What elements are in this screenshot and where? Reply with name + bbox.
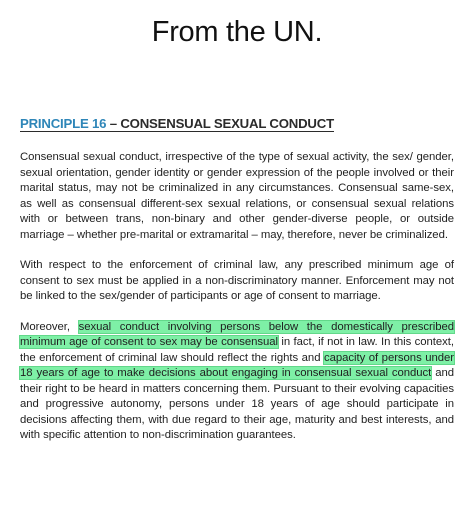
- principle-title: CONSENSUAL SEXUAL CONDUCT: [120, 116, 334, 131]
- principle-number: PRINCIPLE 16: [20, 116, 107, 131]
- paragraph-3: [20, 320, 454, 444]
- paragraph-3-text-a: Moreover,: [20, 320, 79, 333]
- document-excerpt: [20, 115, 454, 459]
- paragraph-1: Consensual sexual conduct, irrespective of the type of sexual activity, the sex/ gender, sexual orientation, gender identity or gender expression of the people involved or their marital status, may not be criminalized in any circumstances. Consensual same-sex, as well as consensual different-sex sexual relations, or consensual sexual relations with or between trans, non-binary and other gender-diverse people, or outside marriage – whether pre-marital or extramarital – may, therefore, never be criminalized.: [20, 151, 454, 241]
- highlighted-passage-2: capacity of persons under 18 years of age to make decisions about engaging in consensual sexual conduct: [20, 351, 454, 379]
- highlighted-passage-1: sexual conduct involving persons below the domestically prescribed minimum age of consent to sex may be consensual: [20, 320, 454, 348]
- principle-heading: [20, 116, 334, 132]
- post-caption: From the UN.: [151, 16, 323, 48]
- paragraph-3-text-c: and their right to be heard in matters concerning them. Pursuant to their evolving capacities and progressive autonomy, persons under 18 years of age should participate in decisions affecting them, with due regard to their age, maturity and best interests, and with specific attention to non-discrimination guarantees.: [20, 367, 454, 441]
- heading-dash: –: [106, 116, 121, 131]
- paragraph-3-text-b: in fact, if not in law. In this context, the enforcement of criminal law should reflect the rights and: [20, 336, 454, 364]
- paragraph-2: With respect to the enforcement of criminal law, any prescribed minimum age of consent to sex must be applied in a non-discriminatory manner. Enforcement may not be linked to the sex/gender of participants or age of consent to marriage.: [20, 259, 454, 302]
